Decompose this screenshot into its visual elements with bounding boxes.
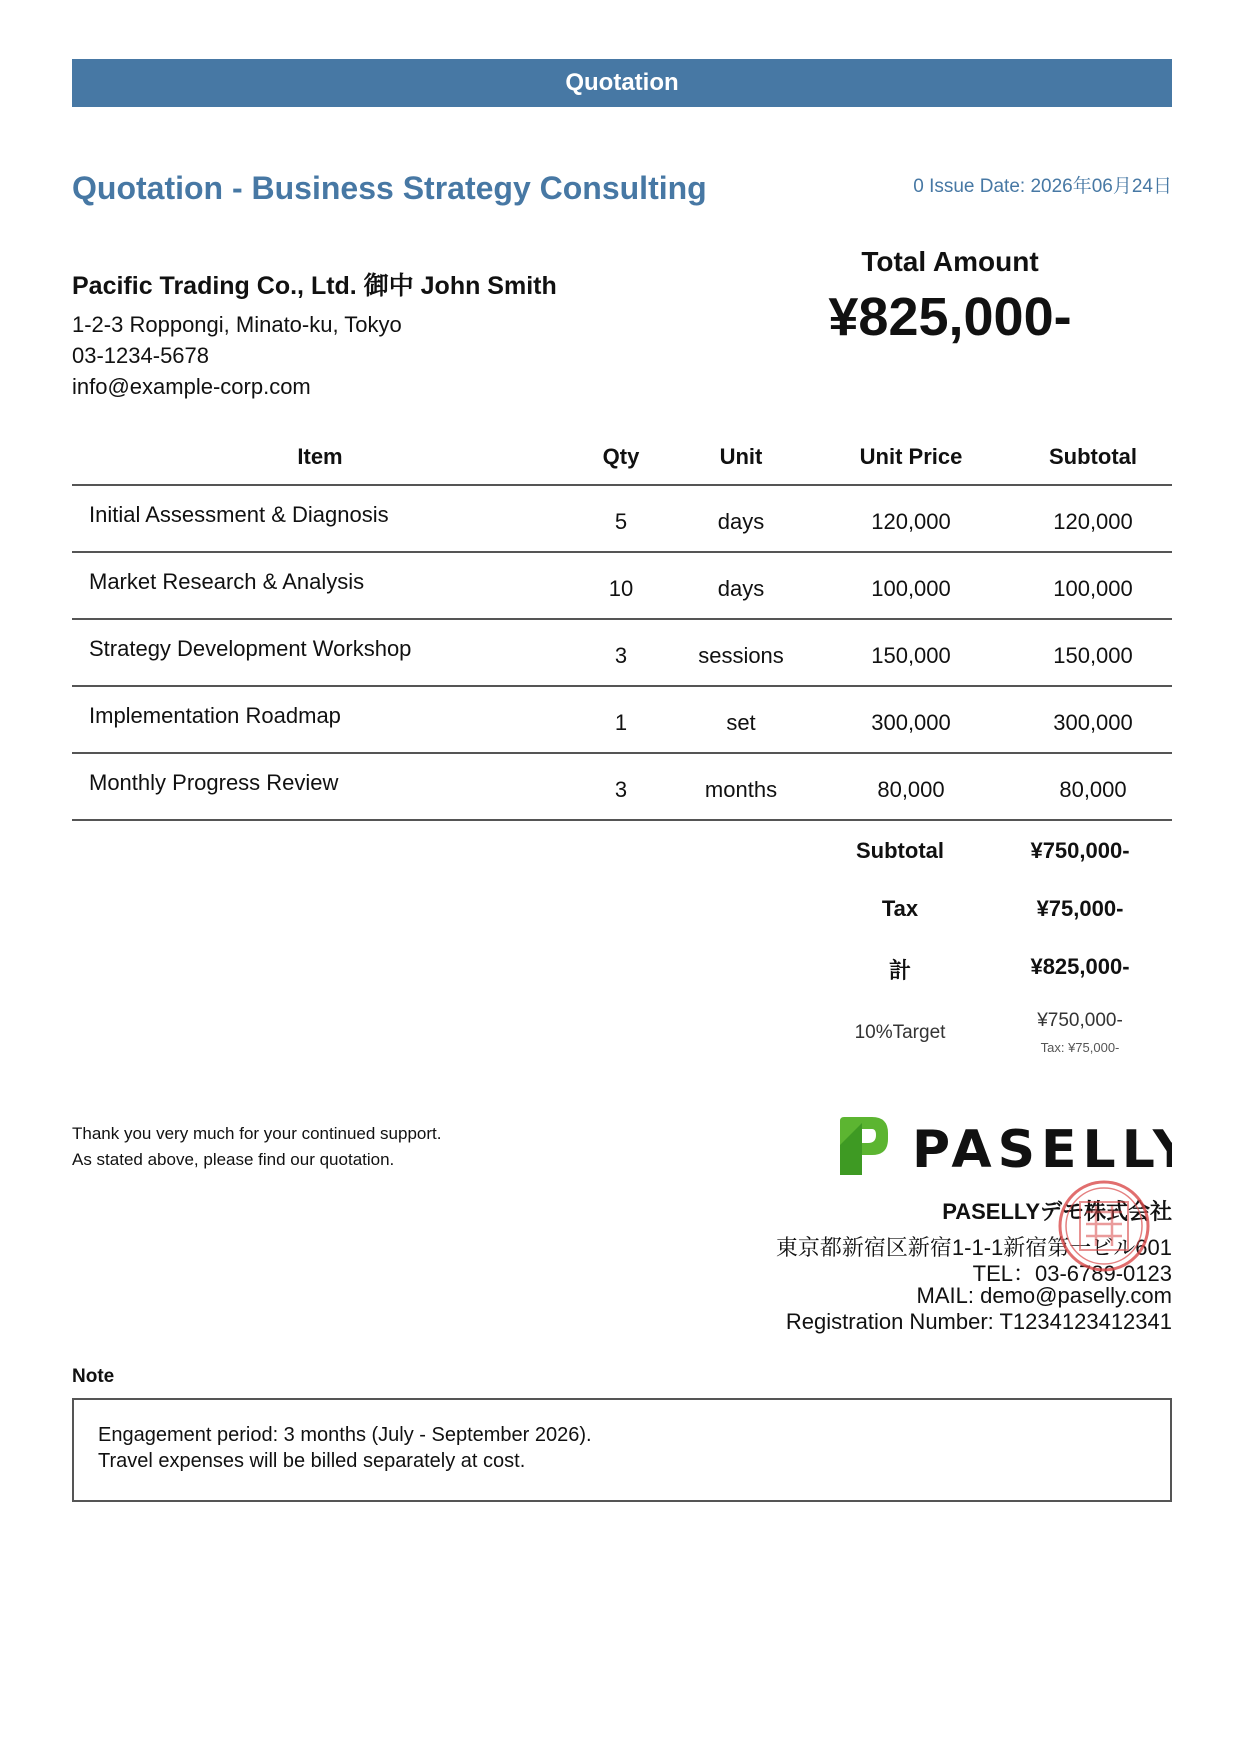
header-title: Quotation bbox=[565, 69, 679, 96]
company-mail: MAIL: demo@paselly.com bbox=[916, 1283, 1172, 1308]
issue-date: 0 Issue Date: 2026年06月24日 bbox=[913, 176, 1172, 197]
row-unit-price: 150,000 bbox=[871, 642, 951, 668]
row-unit-price: 120,000 bbox=[871, 508, 951, 534]
row-subtotal: 300,000 bbox=[1053, 709, 1133, 735]
header-subtotal: Subtotal bbox=[1049, 444, 1137, 469]
table-header-row bbox=[72, 430, 1172, 485]
table-row bbox=[72, 552, 1172, 619]
total-amount-value: ¥825,000- bbox=[828, 287, 1072, 347]
row-subtotal: 120,000 bbox=[1053, 508, 1133, 534]
grand-total-label: 計 bbox=[888, 958, 911, 983]
tax-target-tax: Tax: ¥75,000- bbox=[1040, 1040, 1120, 1055]
table-row bbox=[72, 753, 1172, 820]
row-unit-price: 80,000 bbox=[877, 776, 945, 802]
row-qty: 1 bbox=[614, 709, 628, 735]
company-registration: Registration Number: T1234123412341 bbox=[785, 1309, 1172, 1334]
total-amount-label: Total Amount bbox=[861, 246, 1039, 277]
logo-wordmark: PASELLY bbox=[912, 1120, 1172, 1177]
row-item: Initial Assessment & Diagnosis bbox=[89, 502, 389, 527]
row-item: Implementation Roadmap bbox=[89, 703, 341, 728]
header-unit: Unit bbox=[719, 444, 763, 469]
row-subtotal: 100,000 bbox=[1053, 575, 1133, 601]
tax-target-base: ¥750,000- bbox=[1037, 1010, 1123, 1031]
client-email: info@example-corp.com bbox=[72, 374, 311, 399]
row-unit-price: 300,000 bbox=[871, 709, 951, 735]
note-line-2: Travel expenses will be billed separately at cost. bbox=[98, 1450, 526, 1472]
paselly-logo-icon bbox=[838, 1115, 1172, 1177]
thanks-line-2: As stated above, please find our quotation. bbox=[72, 1150, 395, 1169]
company-name: PASELLYデモ株式会社 bbox=[942, 1199, 1172, 1224]
row-unit: days bbox=[717, 575, 765, 601]
company-logo bbox=[838, 1115, 1172, 1177]
row-subtotal: 150,000 bbox=[1053, 642, 1133, 668]
table-row bbox=[72, 485, 1172, 552]
subtotal-label: Subtotal bbox=[856, 838, 944, 863]
company-tel: TEL：03-6789-0123 bbox=[972, 1261, 1172, 1286]
table-row bbox=[72, 686, 1172, 753]
header-item: Item bbox=[297, 444, 343, 469]
row-item: Monthly Progress Review bbox=[89, 770, 339, 795]
table-row bbox=[72, 619, 1172, 686]
row-unit: months bbox=[704, 776, 778, 802]
grand-total-value: ¥825,000- bbox=[1030, 954, 1130, 979]
note-box bbox=[72, 1398, 1172, 1502]
tax-target-label: 10%Target bbox=[854, 1022, 946, 1043]
row-unit: set bbox=[726, 709, 756, 735]
header-unit-price: Unit Price bbox=[859, 444, 963, 469]
row-unit: sessions bbox=[698, 642, 784, 668]
client-name: Pacific Trading Co., Ltd. 御中 John Smith bbox=[72, 272, 557, 300]
company-seal-icon bbox=[1056, 1178, 1152, 1274]
thanks-line-1: Thank you very much for your continued support. bbox=[72, 1124, 442, 1143]
row-unit: days bbox=[717, 508, 765, 534]
document-title: Quotation - Business Strategy Consulting bbox=[72, 170, 707, 206]
row-unit-price: 100,000 bbox=[871, 575, 951, 601]
header-bar bbox=[72, 59, 1172, 107]
row-qty: 10 bbox=[608, 575, 634, 601]
row-qty: 3 bbox=[614, 642, 628, 668]
tax-value: ¥75,000- bbox=[1036, 896, 1124, 921]
row-qty: 3 bbox=[614, 776, 628, 802]
note-line-1: Engagement period: 3 months (July - September 2026). bbox=[98, 1424, 592, 1446]
row-item: Strategy Development Workshop bbox=[89, 636, 412, 661]
row-qty: 5 bbox=[614, 508, 628, 534]
client-phone: 03-1234-5678 bbox=[72, 343, 210, 368]
header-qty: Qty bbox=[602, 444, 640, 469]
subtotal-value: ¥750,000- bbox=[1030, 838, 1130, 863]
company-address: 東京都新宿区新宿1-1-1新宿第一ビル601 bbox=[775, 1235, 1172, 1260]
row-subtotal: 80,000 bbox=[1059, 776, 1127, 802]
tax-label: Tax bbox=[881, 896, 919, 921]
client-address: 1-2-3 Roppongi, Minato-ku, Tokyo bbox=[72, 312, 402, 337]
row-item: Market Research & Analysis bbox=[89, 569, 365, 594]
note-label: Note bbox=[72, 1366, 115, 1387]
items-table bbox=[72, 430, 1172, 821]
